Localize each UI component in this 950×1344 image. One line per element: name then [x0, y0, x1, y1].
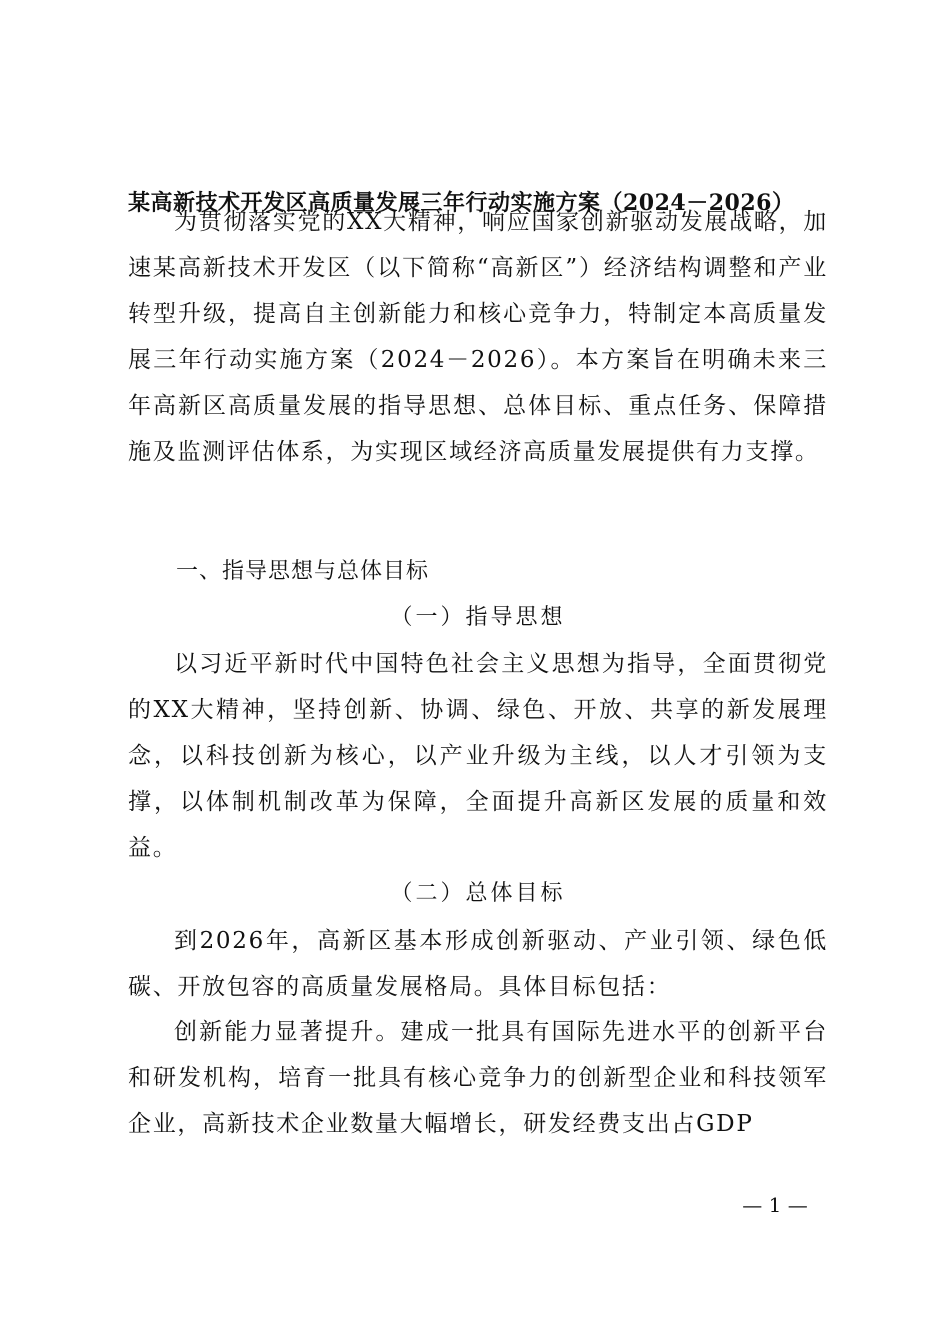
guiding-ideology-paragraph: 以习近平新时代中国特色社会主义思想为指导，全面贯彻党的XX大精神，坚持创新、协调、绿色、开放、共享的新发展理念，以科技创新为核心，以产业升级为主线，以人才引领为支撑，以体制机制改革为保障，全面提升高新区发展的质量和效益。	[128, 651, 828, 861]
page-number: — 1 —	[742, 1193, 808, 1217]
overall-goals-paragraph: 到2026年，高新区基本形成创新驱动、产业引领、绿色低碳、开放包容的高质量发展格局。具体目标包括：	[128, 928, 828, 1000]
subsection-heading-guiding-ideology: （一）指导思想	[390, 605, 566, 630]
section-heading-guiding-ideology-and-goals: 一、指导思想与总体目标	[176, 559, 430, 584]
intro-paragraph: 为贯彻落实党的XX大精神，响应国家创新驱动发展战略，加速某高新技术开发区（以下简称“高新区”）经济结构调整和产业转型升级，提高自主创新能力和核心竞争力，特制定本高质量发展三年行动实施方案（2024－2026）。本方案旨在明确未来三年高新区高质量发展的指导思想、总体目标、重点任务、保障措施及监测评估体系，为实现区域经济高质量发展提供有力支撑。	[128, 209, 828, 465]
innovation-capability-paragraph: 创新能力显著提升。建成一批具有国际先进水平的创新平台和研发机构，培育一批具有核心竞争力的创新型企业和科技领军企业，高新技术企业数量大幅增长，研发经费支出占GDP	[128, 1019, 828, 1137]
document-title: 某高新技术开发区高质量发展三年行动实施方案（2024－2026）	[128, 190, 795, 216]
subsection-heading-overall-goals: （二）总体目标	[390, 881, 566, 906]
